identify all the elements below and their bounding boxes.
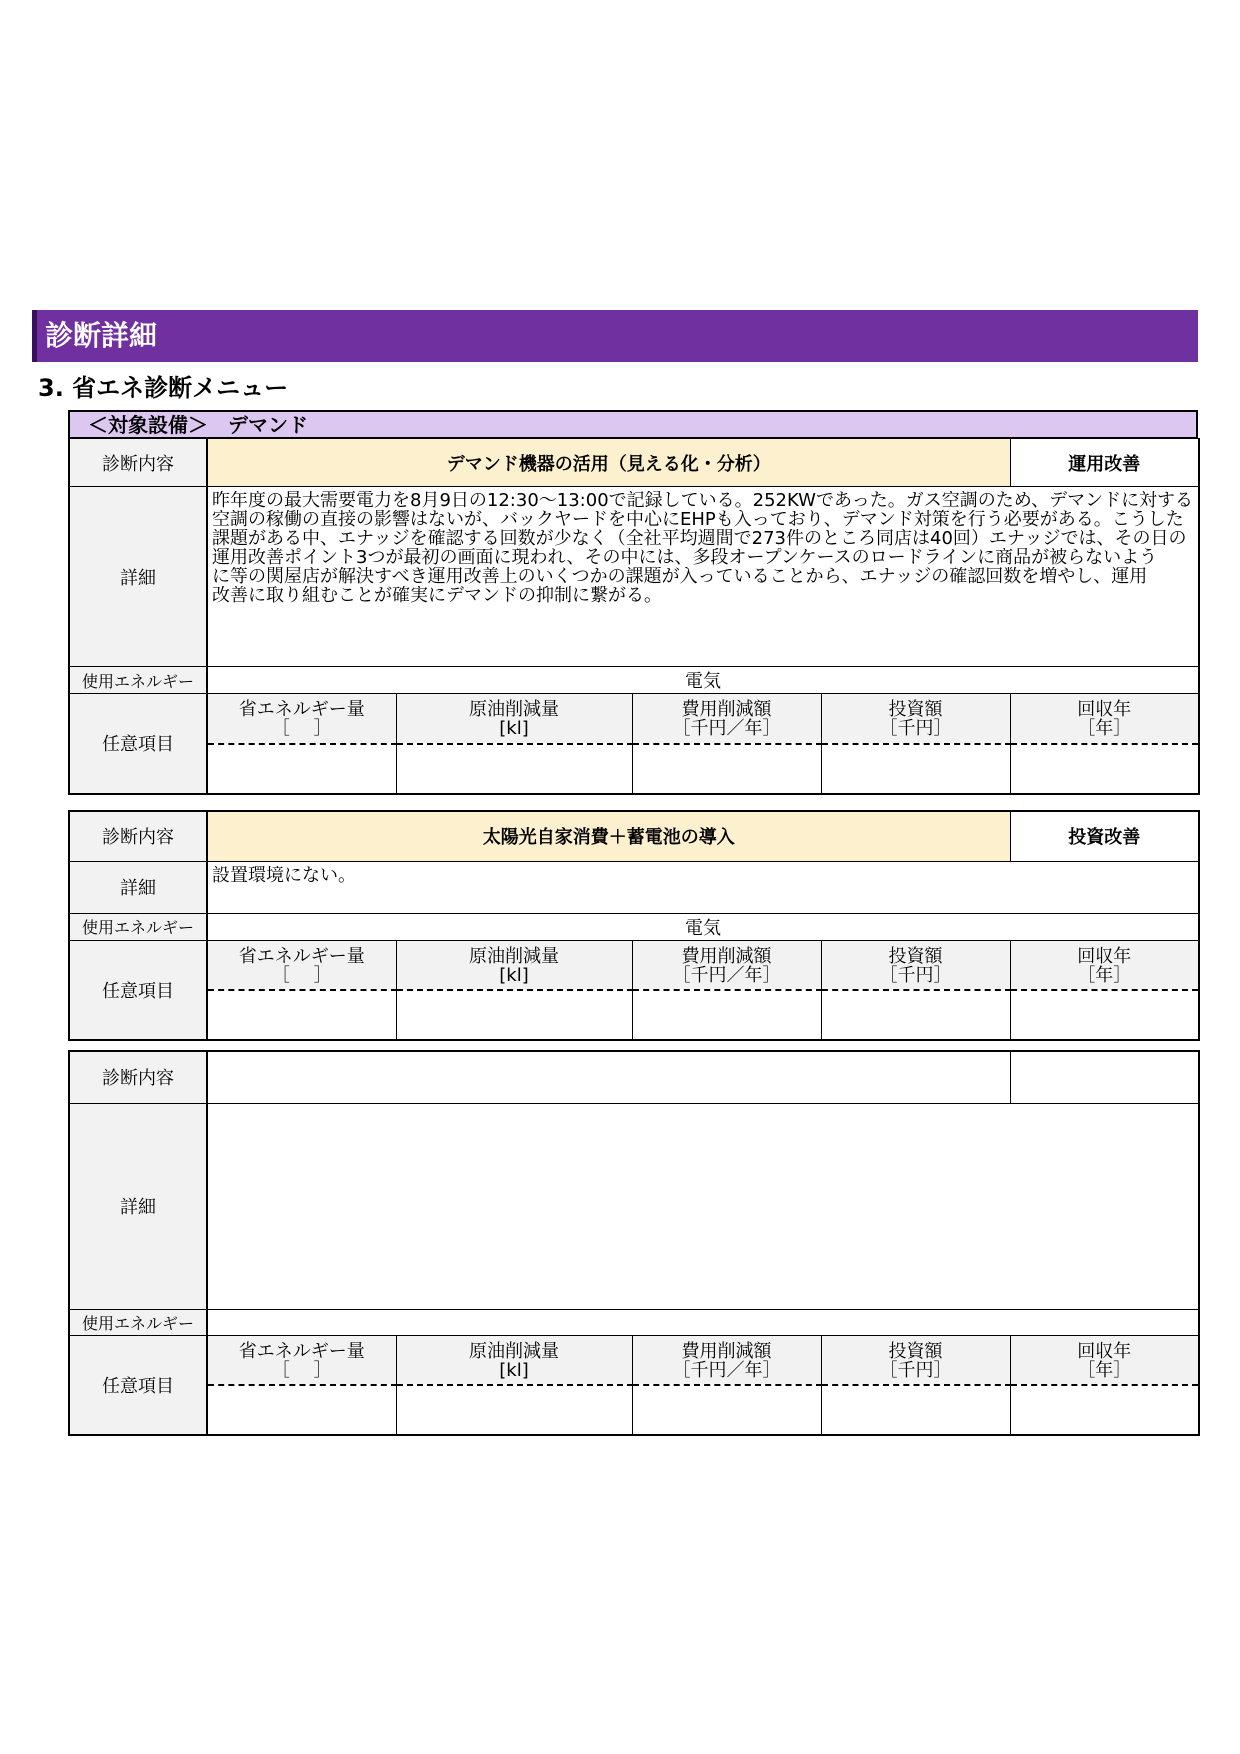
optional-value-cost-reduction[interactable] bbox=[632, 744, 821, 794]
detail-label: 詳細 bbox=[69, 1103, 207, 1309]
optional-header-energy-saving: 省エネルギー量 ［ ］ bbox=[207, 694, 396, 744]
detail-text-cell[interactable] bbox=[207, 1103, 1199, 1309]
optional-value-energy-saving[interactable] bbox=[207, 1385, 396, 1435]
item-type[interactable]: 投資改善 bbox=[1010, 811, 1199, 861]
energy-label: 使用エネルギー bbox=[69, 913, 207, 940]
optional-label: 任意項目 bbox=[69, 694, 207, 794]
detail-text-cell[interactable] bbox=[207, 861, 1199, 913]
optional-value-crude-oil[interactable] bbox=[396, 1385, 632, 1435]
detail-line: 昨年度の最大需要電力を8月9日の12:30～13:00で記録している。252KWであった。ガス空調のため、デマンドに対する bbox=[212, 491, 1194, 510]
detail-line: 設置環境にない。 bbox=[212, 865, 356, 885]
energy-value[interactable]: 電気 bbox=[207, 667, 1199, 694]
detail-text-cell[interactable] bbox=[207, 487, 1199, 667]
optional-header-cost-reduction: 費用削減額 ［千円／年］ bbox=[632, 1335, 821, 1385]
detail-label: 詳細 bbox=[69, 487, 207, 667]
content-label: 診断内容 bbox=[69, 439, 207, 487]
diagnosis-table-1 bbox=[68, 438, 1200, 795]
optional-header-payback: 回収年 ［年］ bbox=[1010, 1335, 1199, 1385]
optional-header-cost-reduction: 費用削減額 ［千円／年］ bbox=[632, 694, 821, 744]
optional-header-payback: 回収年 ［年］ bbox=[1010, 940, 1199, 990]
item-type[interactable] bbox=[1010, 1051, 1199, 1103]
optional-value-energy-saving[interactable] bbox=[207, 744, 396, 794]
optional-value-cost-reduction[interactable] bbox=[632, 990, 821, 1040]
equipment-bar: ＜対象設備＞ デマンド bbox=[68, 410, 1198, 438]
optional-header-crude-oil: 原油削減量 [kl] bbox=[396, 694, 632, 744]
diagnosis-block-3 bbox=[68, 1050, 1198, 1436]
energy-value[interactable]: 電気 bbox=[207, 913, 1199, 940]
optional-value-payback[interactable] bbox=[1010, 744, 1199, 794]
optional-value-crude-oil[interactable] bbox=[396, 990, 632, 1040]
optional-value-investment[interactable] bbox=[821, 1385, 1010, 1435]
optional-header-investment: 投資額 ［千円］ bbox=[821, 694, 1010, 744]
optional-header-crude-oil: 原油削減量 [kl] bbox=[396, 940, 632, 990]
optional-label: 任意項目 bbox=[69, 1335, 207, 1435]
optional-value-payback[interactable] bbox=[1010, 990, 1199, 1040]
item-title[interactable]: 太陽光自家消費＋蓄電池の導入 bbox=[207, 811, 1010, 861]
content-label: 診断内容 bbox=[69, 811, 207, 861]
content-label: 診断内容 bbox=[69, 1051, 207, 1103]
diagnosis-block-1 bbox=[68, 410, 1198, 795]
diagnosis-table-3 bbox=[68, 1050, 1200, 1436]
page-header: 診断詳細 bbox=[32, 310, 1198, 362]
optional-value-payback[interactable] bbox=[1010, 1385, 1199, 1435]
diagnosis-block-2 bbox=[68, 810, 1198, 1041]
detail-line: 改善に取り組むことが確実にデマンドの抑制に繋がる。 bbox=[212, 586, 662, 605]
item-title[interactable]: デマンド機器の活用（見える化・分析） bbox=[207, 439, 1010, 487]
detail-line: 空調の稼働の直接の影響はないが、バックヤードを中心にEHPも入っており、デマンド対策を行う必要がある。こうした bbox=[212, 510, 1184, 529]
optional-value-investment[interactable] bbox=[821, 990, 1010, 1040]
optional-header-investment: 投資額 ［千円］ bbox=[821, 1335, 1010, 1385]
optional-header-energy-saving: 省エネルギー量 ［ ］ bbox=[207, 1335, 396, 1385]
section-title: 3. 省エネ診断メニュー bbox=[38, 374, 289, 402]
item-type[interactable]: 運用改善 bbox=[1010, 439, 1199, 487]
detail-label: 詳細 bbox=[69, 861, 207, 913]
item-title[interactable] bbox=[207, 1051, 1010, 1103]
detail-line: に等の関屋店が解決すべき運用改善上のいくつかの課題が入っていることから、エナッジの確認回数を増やし、運用 bbox=[212, 567, 1148, 586]
energy-label: 使用エネルギー bbox=[69, 667, 207, 694]
energy-label: 使用エネルギー bbox=[69, 1309, 207, 1335]
optional-label: 任意項目 bbox=[69, 940, 207, 1040]
optional-header-investment: 投資額 ［千円］ bbox=[821, 940, 1010, 990]
detail-line: 運用改善ポイント3つが最初の画面に現われ、その中には、多段オープンケースのロードラインに商品が被らないよう bbox=[212, 548, 1158, 567]
optional-value-cost-reduction[interactable] bbox=[632, 1385, 821, 1435]
optional-header-payback: 回収年 ［年］ bbox=[1010, 694, 1199, 744]
optional-value-investment[interactable] bbox=[821, 744, 1010, 794]
diagnosis-table-2 bbox=[68, 810, 1200, 1041]
optional-header-energy-saving: 省エネルギー量 ［ ］ bbox=[207, 940, 396, 990]
optional-value-crude-oil[interactable] bbox=[396, 744, 632, 794]
optional-header-crude-oil: 原油削減量 [kl] bbox=[396, 1335, 632, 1385]
detail-line: 課題がある中、エナッジを確認する回数が少なく（全社平均週間で273件のところ同店は40回）エナッジでは、その日の bbox=[212, 529, 1187, 548]
optional-value-energy-saving[interactable] bbox=[207, 990, 396, 1040]
optional-header-cost-reduction: 費用削減額 ［千円／年］ bbox=[632, 940, 821, 990]
energy-value[interactable] bbox=[207, 1309, 1199, 1335]
